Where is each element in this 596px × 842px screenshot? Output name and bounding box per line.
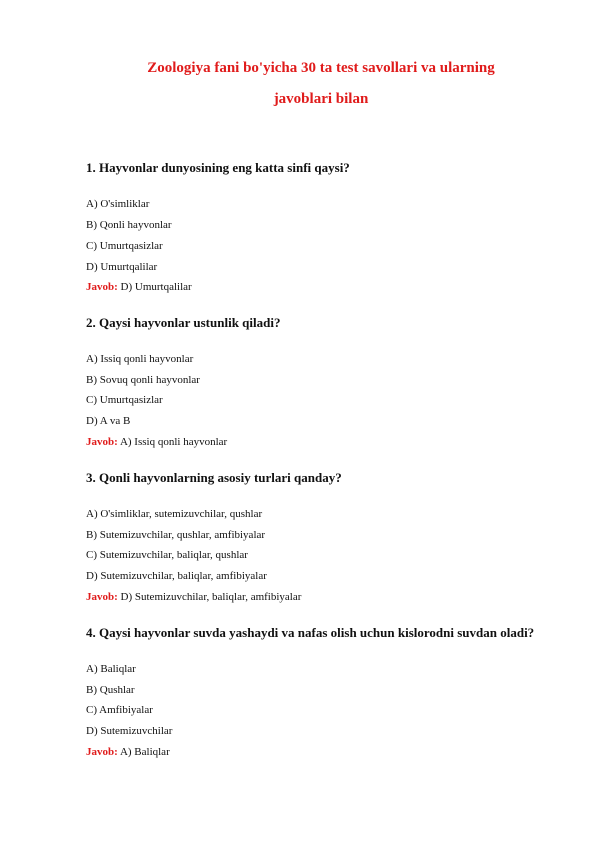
answer-value: A) Baliqlar [119,746,170,758]
document-title-line-1: Zoologiya fani bo'yicha 30 ta test savollari va ularning [147,60,495,76]
question-2-title: 2. Qaysi hayvonlar ustunlik qiladi? [86,315,281,330]
question-3-option-a: A) O'simliklar, sutemizuvchilar, qushlar [86,508,263,520]
question-1-answer [86,280,192,294]
question-2-option-b: B) Sovuq qonli hayvonlar [86,374,200,386]
question-3-answer [86,590,301,604]
question-1-option-d: D) Umurtqalilar [86,261,158,273]
question-4-option-a: A) Baliqlar [86,663,136,675]
question-4-option-c: C) Amfibiyalar [86,704,153,716]
question-1-option-b: B) Qonli hayvonlar [86,219,172,231]
document-title-line-2: javoblari bilan [273,91,369,107]
answer-value: A) Issiq qonli hayvonlar [119,436,228,448]
answer-value: D) Umurtqalilar [120,281,192,293]
question-3-option-c: C) Sutemizuvchilar, baliqlar, qushlar [86,549,248,561]
question-2-option-c: C) Umurtqasizlar [86,394,163,406]
question-4-option-d: D) Sutemizuvchilar [86,725,173,737]
question-4-answer [86,745,170,759]
question-3-option-b: B) Sutemizuvchilar, qushlar, amfibiyalar [86,529,266,541]
question-1-option-a: A) O'simliklar [86,198,150,210]
answer-value: D) Sutemizuvchilar, baliqlar, amfibiyalar [120,591,302,603]
question-2-answer [86,435,227,449]
answer-label: Javob: [86,281,118,293]
question-3-title: 3. Qonli hayvonlarning asosiy turlari qanday? [86,470,342,485]
answer-label: Javob: [86,591,118,603]
question-2-option-a: A) Issiq qonli hayvonlar [86,353,194,365]
answer-label: Javob: [86,746,118,758]
question-2-option-d: D) A va B [86,415,131,427]
question-1-title: 1. Hayvonlar dunyosining eng katta sinfi qaysi? [86,160,350,175]
question-4-title: 4. Qaysi hayvonlar suvda yashaydi va nafas olish uchun kislorodni suvdan oladi? [86,625,535,640]
answer-label: Javob: [86,436,118,448]
question-3-option-d: D) Sutemizuvchilar, baliqlar, amfibiyalar [86,570,267,582]
question-4-option-b: B) Qushlar [86,684,135,696]
question-1-option-c: C) Umurtqasizlar [86,240,163,252]
